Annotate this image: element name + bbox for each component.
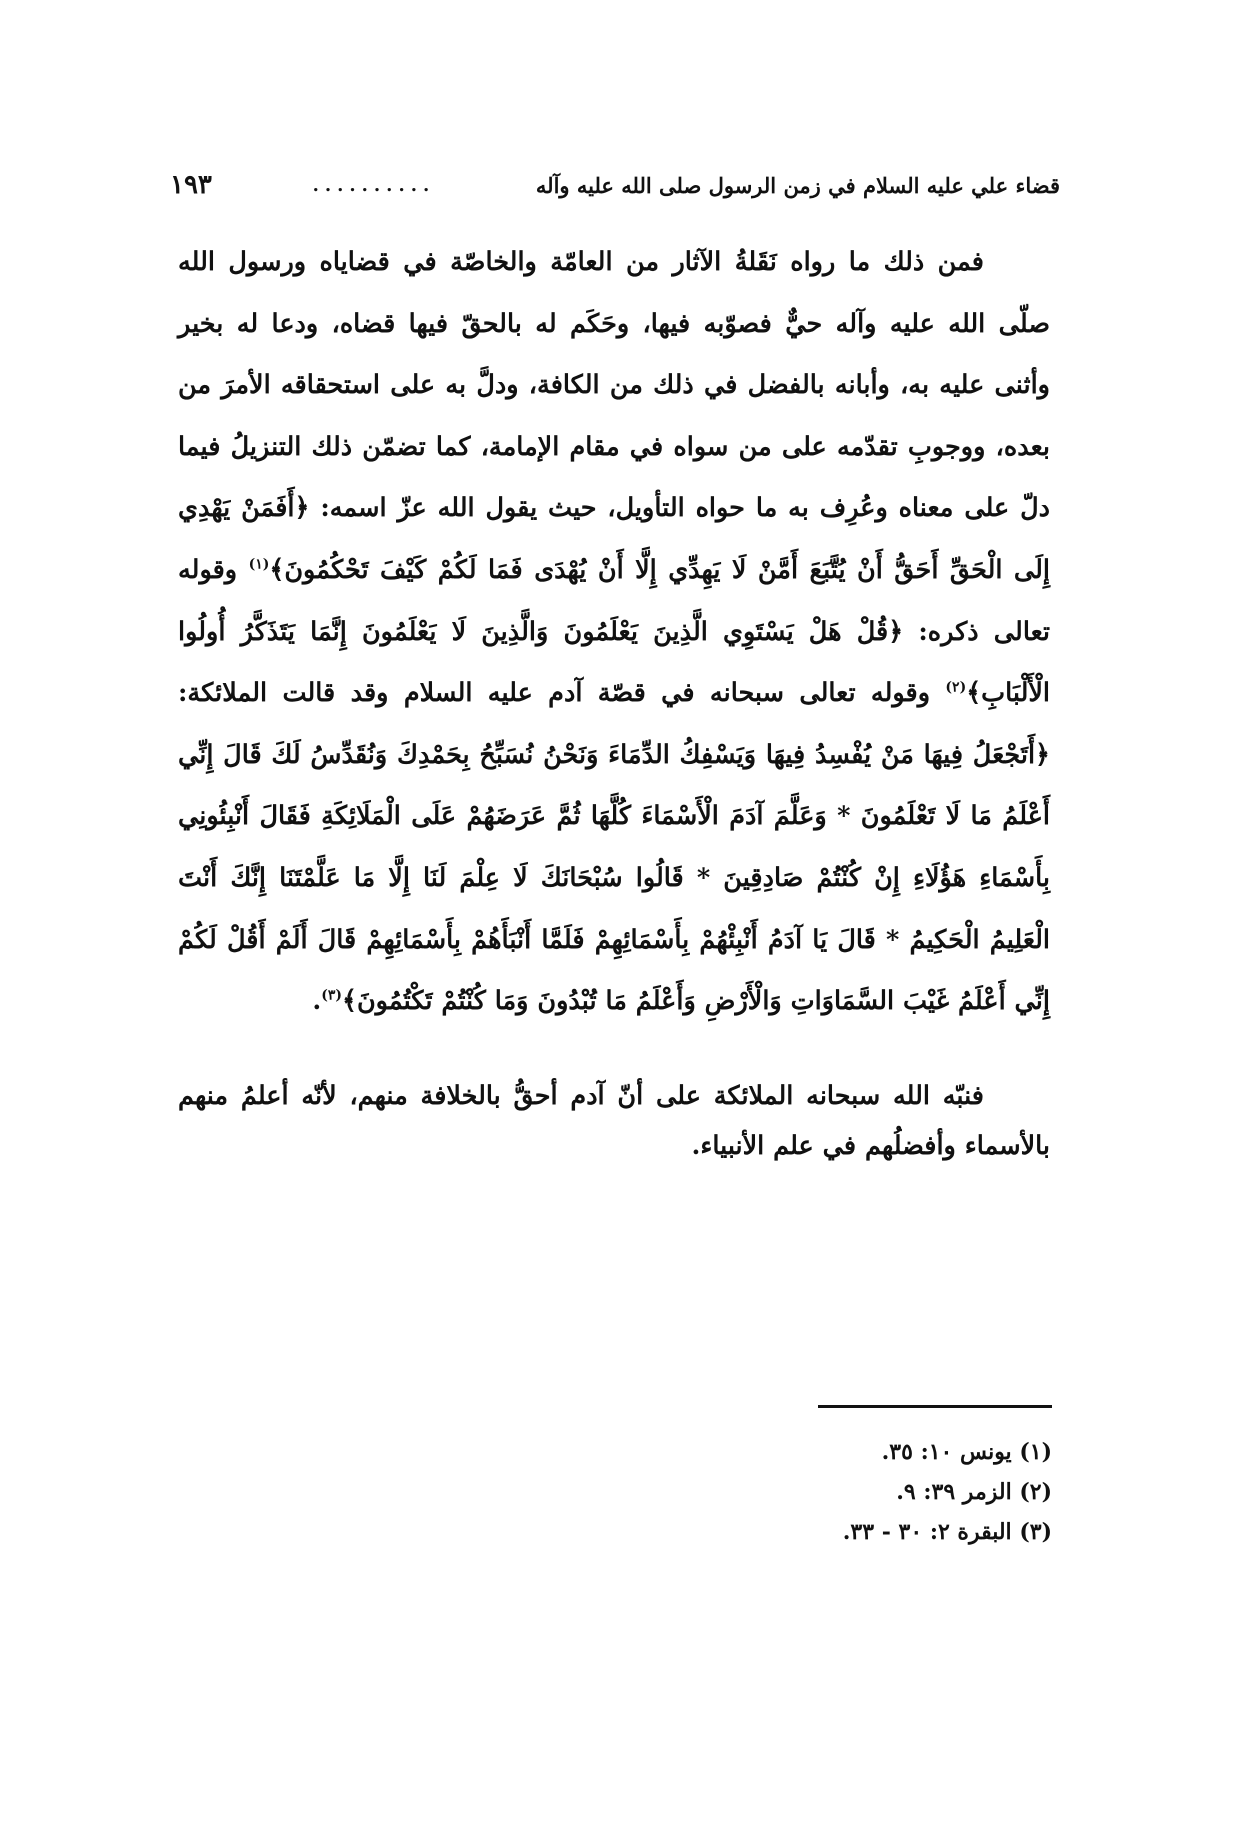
footnote-2: (٢) الزمر ٣٩: ٩. <box>896 1479 1052 1505</box>
paragraph-1 <box>178 232 1050 1033</box>
quran-quote-1: ﴿أَفَمَنْ يَهْدِي إِلَى الْحَقِّ أَحَقُّ أَنْ يُتَّبَعَ أَمَّنْ لَا يَهِدِّي إِلَّا أَنْ يُهْدَى فَمَا لَكُمْ كَيْفَ تَحْكُمُونَ﴾ <box>178 493 1051 585</box>
paragraph-1-text-d: . <box>312 986 322 1017</box>
footnote-ref-2: (٢) <box>945 679 967 696</box>
footnotes <box>600 1432 1052 1552</box>
main-text <box>178 232 1050 1171</box>
paragraph-1-text-b: وقوله تعالى ذكره: <box>178 554 1050 647</box>
footnote-ref-3: (٣) <box>321 987 343 1004</box>
paragraph-1-text-a: فمن ذلك ما رواه نَقَلةُ الآثار من العامّة والخاصّة في قضاياه ورسول الله صلّى الله عليه وآله حيٌّ فصوّبه فيها، وحَكَم له بالحقّ فيها قضاه، ودعا له بخير وأثنى عليه به، وأبانه بالفضل في ذلك من الكافة، ودلَّ به على استحقاقه الأمرَ من بعده، ووجوبِ تقدّمه على من سواه في مقام الإمامة، كما تضمّن ذلك التنزيلُ فيما دلّ على معناه وعُرِف به ما حواه التأويل، حيث يقول الله عزّ اسمه: <box>178 247 1050 524</box>
footnote-ref-1: (١) <box>248 556 270 573</box>
paragraph-1-text-c: وقوله تعالى سبحانه في قصّة آدم عليه السلام وقد قالت الملائكة: <box>178 678 946 709</box>
quran-quote-3: ﴿أَتَجْعَلُ فِيهَا مَنْ يُفْسِدُ فِيهَا وَيَسْفِكُ الدِّمَاءَ وَنَحْنُ نُسَبِّحُ بِحَمْدِكَ وَنُقَدِّسُ لَكَ قَالَ إِنِّي أَعْلَمُ مَا لَا تَعْلَمُونَ * وَعَلَّمَ آدَمَ الْأَسْمَاءَ كُلَّهَا ثُمَّ عَرَضَهُمْ عَلَى الْمَلَائِكَةِ فَقَالَ أَنْبِئُونِي بِأَسْمَاءِ هَؤُلَاءِ إِنْ كُنْتُمْ صَادِقِينَ * قَالُوا سُبْحَانَكَ لَا عِلْمَ لَنَا إِلَّا مَا عَلَّمْتَنَا إِنَّكَ أَنْتَ الْعَلِيمُ الْحَكِيمُ * قَالَ يَا آدَمُ أَنْبِئْهُمْ بِأَسْمَائِهِمْ فَلَمَّا أَنْبَأَهُمْ بِأَسْمَائِهِمْ قَالَ أَلَمْ أَقُلْ لَكُمْ إِنِّي أَعْلَمُ غَيْبَ السَّمَاوَاتِ وَالْأَرْضِ وَأَعْلَمُ مَا تُبْدُونَ وَمَا كُنْتُمْ تَكْتُمُونَ﴾ <box>178 739 1050 1017</box>
running-header <box>170 160 1060 210</box>
footnote-separator <box>818 1405 1052 1408</box>
running-title: قضاء علي عليه السلام في زمن الرسول صلى الله عليه وآله <box>535 172 1060 198</box>
quran-quote-2: ﴿قُلْ هَلْ يَسْتَوِي الَّذِينَ يَعْلَمُونَ وَالَّذِينَ لَا يَعْلَمُونَ إِنَّمَا يَتَذَكَّرُ أُولُوا الْأَلْبَابِ﴾ <box>178 616 1050 709</box>
header-leader-dots: .......... <box>312 174 436 196</box>
paragraph-2: فنبّه الله سبحانه الملائكة على أنّ آدم أحقُّ بالخلافة منهم، لأنّه أعلمُ منهم بالأسماء وأفضلُهم في علم الأنبياء. <box>178 1080 1050 1161</box>
footnote-3: (٣) البقرة ٢: ٣٠ - ٣٣. <box>842 1519 1052 1545</box>
footnote-1: (١) يونس ١٠: ٣٥. <box>881 1439 1052 1465</box>
page-number: ١٩٣ <box>170 170 212 200</box>
